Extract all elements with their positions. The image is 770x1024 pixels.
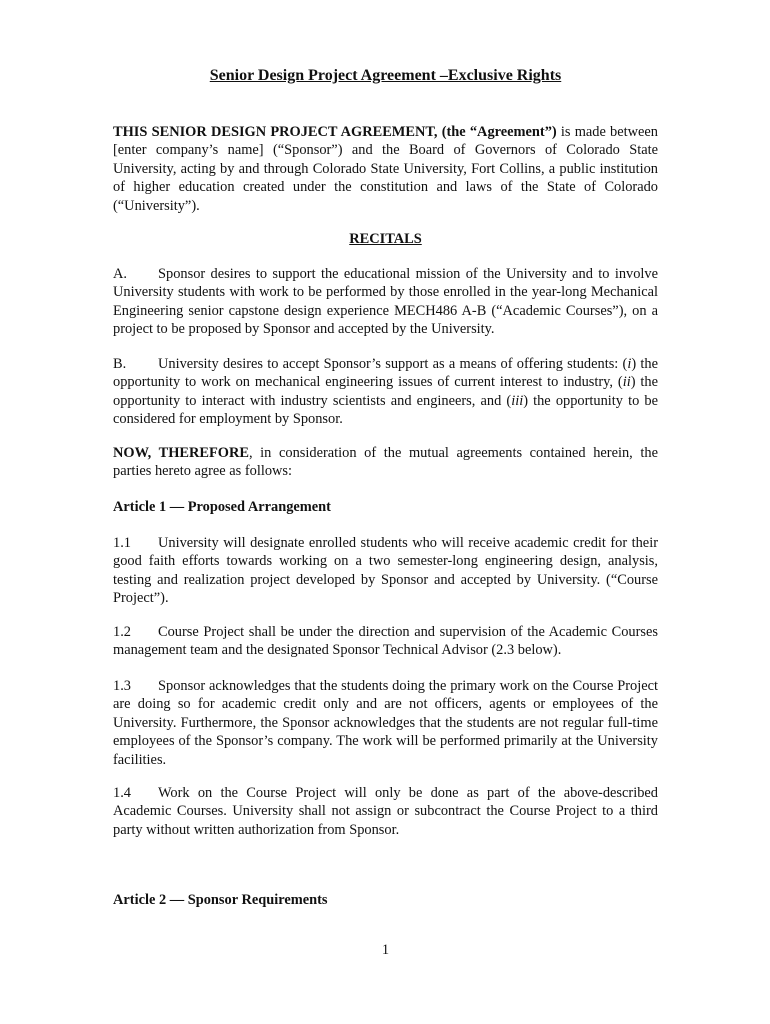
section-number: 1.4 (113, 785, 131, 801)
article-1-heading: Article 1 — Proposed Arrangement (113, 499, 331, 515)
recital-b-text-1: University desires to accept Sponsor’s support as a means of offering students: ( (158, 356, 628, 372)
recital-b-item-ii: ii (622, 374, 631, 391)
recitals-heading: RECITALS (349, 231, 422, 247)
recital-a-text: Sponsor desires to support the educational mission of the University and to involve University students with work to be performed by those enrolled in the year-long Mechanical Engineering senior capstone design experience MECH486 A-B (“Academic Courses”), on a project to be proposed by Sponsor and accepted by the University. (113, 266, 658, 338)
now-therefore-bold-lead: NOW, THEREFORE (113, 445, 249, 461)
recital-b-label: B. (113, 356, 127, 372)
document-title: Senior Design Project Agreement –Exclusive Rights (209, 67, 562, 84)
recital-a-paragraph (113, 265, 658, 339)
now-therefore-text: , in consideration of the mutual agreements contained herein, the parties hereto agree as follows: (113, 445, 658, 480)
section-text: Course Project shall be under the direction and supervision of the Academic Courses management team and the designated Sponsor Technical Advisor (2.3 below). (113, 624, 658, 659)
intro-paragraph (113, 123, 658, 215)
section-1-2 (113, 623, 658, 660)
section-1-1 (113, 534, 658, 608)
section-number: 1.2 (113, 624, 131, 640)
intro-text: is made between [enter company’s name] (“Sponsor”) and the Board of Governors of Colorado State University, acting by and through Colorado State University, Fort Collins, a public institution of higher education created under the constitution and laws of the State of Colorado (“University”). (113, 124, 658, 214)
section-1-4 (113, 784, 658, 839)
section-number: 1.1 (113, 535, 131, 551)
now-therefore-paragraph (113, 444, 658, 481)
article-2-heading: Article 2 — Sponsor Requirements (113, 892, 328, 908)
recital-b-item-i: i (627, 356, 632, 372)
section-text: Work on the Course Project will only be done as part of the above-described Academic Courses. University shall not assign or subcontract the Course Project to a third party without written authorization from Sponsor. (113, 785, 658, 838)
section-text: Sponsor acknowledges that the students doing the primary work on the Course Project are doing so for academic credit only and are not officers, agents or employees of the University. Furthermore, the Sponsor acknowledges that the students are not regular full-time employees of the Sponsor’s company. The work will be performed primarily at the University facilities. (113, 678, 658, 768)
recital-b-item-iii: iii (511, 392, 524, 409)
section-number: 1.3 (113, 678, 131, 694)
recital-b-paragraph (113, 355, 658, 429)
section-text: University will designate enrolled students who will receive academic credit for their good faith efforts towards working on a two semester-long engineering design, analysis, testing and realization project developed by Sponsor and accepted by University. (“Course Project”). (113, 535, 658, 607)
recital-a-label: A. (113, 266, 127, 282)
recital-b-text-4: ) the opportunity to be considered for employment by Sponsor. (113, 392, 658, 428)
document-page (113, 0, 658, 1024)
section-1-3 (113, 677, 658, 769)
recital-b-text-3: ) the opportunity to interact with industry scientists and engineers, and ( (113, 374, 658, 409)
intro-bold-lead: THIS SENIOR DESIGN PROJECT AGREEMENT, (the “Agreement”) (113, 124, 557, 140)
page-number: 1 (381, 942, 390, 958)
recital-b-text-2: ) the opportunity to work on mechanical engineering issues of current interest to industry, ( (113, 356, 658, 391)
